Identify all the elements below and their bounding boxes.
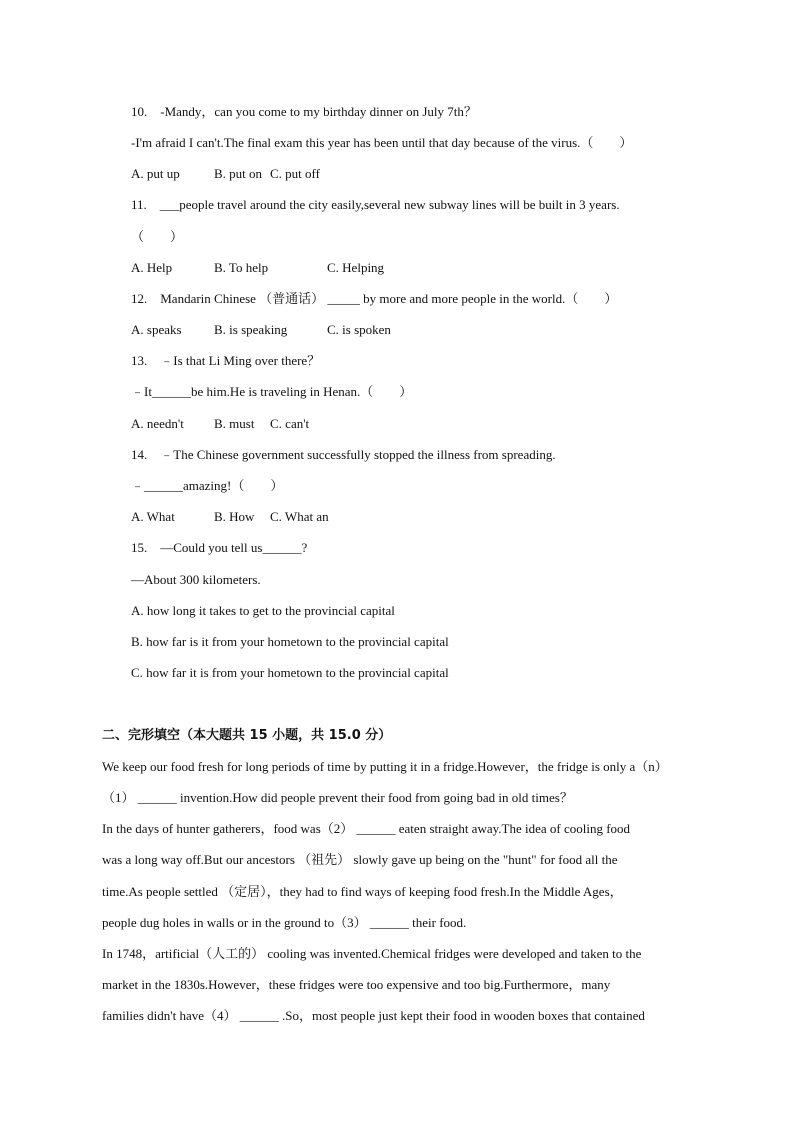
option-c[interactable]: C. how far it is from your hometown to the provincial capital	[131, 665, 449, 680]
option-c[interactable]: C. What an	[270, 509, 329, 524]
question-11-stem	[131, 197, 620, 213]
option-b[interactable]: B. How	[214, 509, 255, 524]
option-a[interactable]: A. how long it takes to get to the provincial capital	[131, 603, 395, 618]
passage-line: people dug holes in walls or in the ground to（3） ______ their food.	[102, 915, 467, 930]
question-13-stem-2: ﹣It______be him.He is traveling in Henan.（ ）	[131, 384, 413, 399]
option-b[interactable]: B. must	[214, 416, 255, 431]
question-number: 12.	[131, 291, 148, 306]
option-a[interactable]: A. needn't	[131, 416, 184, 431]
question-text: ___people travel around the city easily,several new subway lines will be built in 3 years.	[159, 197, 620, 212]
question-14-stem-2: ﹣______amazing!（ ）	[131, 478, 284, 493]
option-c[interactable]: C. Helping	[327, 260, 385, 275]
question-number: 14.	[131, 447, 148, 462]
passage-line: （1） ______ invention.How did people prevent their food from going bad in old times？	[102, 790, 573, 805]
question-10-stem-2: -I'm afraid I can't.The final exam this year has been until that day because of the virus.（ ）	[131, 135, 633, 150]
passage-line: time.As people settled （定居），they had to find ways of keeping food fresh.In the Middle Ages，	[102, 884, 623, 899]
passage-line: In the days of hunter gatherers，food was（2） ______ eaten straight away.The idea of cooling food	[102, 821, 631, 836]
option-a[interactable]: A. put up	[131, 166, 180, 181]
section-title: 二、完形填空（本大题共 15 小题，共 15.0 分）	[102, 728, 392, 743]
question-text: ﹣The Chinese government successfully stopped the illness from spreading.	[160, 447, 556, 462]
passage-line: We keep our food fresh for long periods of time by putting it in a fridge.However，the fridge is only a（n）	[102, 759, 668, 774]
question-12-options	[131, 322, 431, 338]
option-a[interactable]: A. Help	[131, 260, 173, 275]
question-number: 13.	[131, 353, 148, 368]
option-b[interactable]: B. To help	[214, 260, 269, 275]
question-number: 11.	[131, 197, 147, 212]
passage-line: families didn't have（4） ______ .So，most people just kept their food in wooden boxes that contained	[102, 1008, 645, 1023]
option-b[interactable]: B. how far is it from your hometown to the provincial capital	[131, 634, 449, 649]
option-c[interactable]: C. can't	[270, 416, 310, 431]
question-number: 15.	[131, 540, 148, 555]
passage-line: market in the 1830s.However，these fridges were too expensive and too big.Furthermore，many	[102, 977, 611, 992]
question-text: ﹣Is that Li Ming over there？	[160, 353, 321, 368]
question-number: 10.	[131, 104, 148, 119]
question-14-options	[131, 509, 431, 525]
question-13-options	[131, 416, 431, 432]
option-a[interactable]: A. What	[131, 509, 175, 524]
option-c[interactable]: C. put off	[270, 166, 320, 181]
option-b[interactable]: B. is speaking	[214, 322, 288, 337]
option-a[interactable]: A. speaks	[131, 322, 182, 337]
question-14-stem	[131, 447, 556, 463]
option-b[interactable]: B. put on	[214, 166, 263, 181]
question-10-options	[131, 166, 431, 182]
passage-line: In 1748，artificial（人工的） cooling was invented.Chemical fridges were developed and taken to the	[102, 946, 642, 961]
question-text: —Could you tell us______?	[160, 540, 308, 555]
option-c[interactable]: C. is spoken	[327, 322, 391, 337]
question-10-stem	[131, 104, 477, 120]
question-15-stem	[131, 540, 307, 556]
question-12-stem	[131, 291, 617, 307]
passage-line: was a long way off.But our ancestors （祖先） slowly gave up being on the "hunt" for food all the	[102, 852, 618, 867]
question-text: Mandarin Chinese （普通话） _____ by more and more people in the world.（ ）	[160, 291, 618, 306]
question-13-stem	[131, 353, 320, 369]
question-text: -Mandy，can you come to my birthday dinner on July 7th？	[160, 104, 477, 119]
question-11-stem-2: （ ）	[131, 229, 184, 244]
question-11-options	[131, 260, 431, 276]
question-15-stem-2: —About 300 kilometers.	[131, 572, 261, 587]
